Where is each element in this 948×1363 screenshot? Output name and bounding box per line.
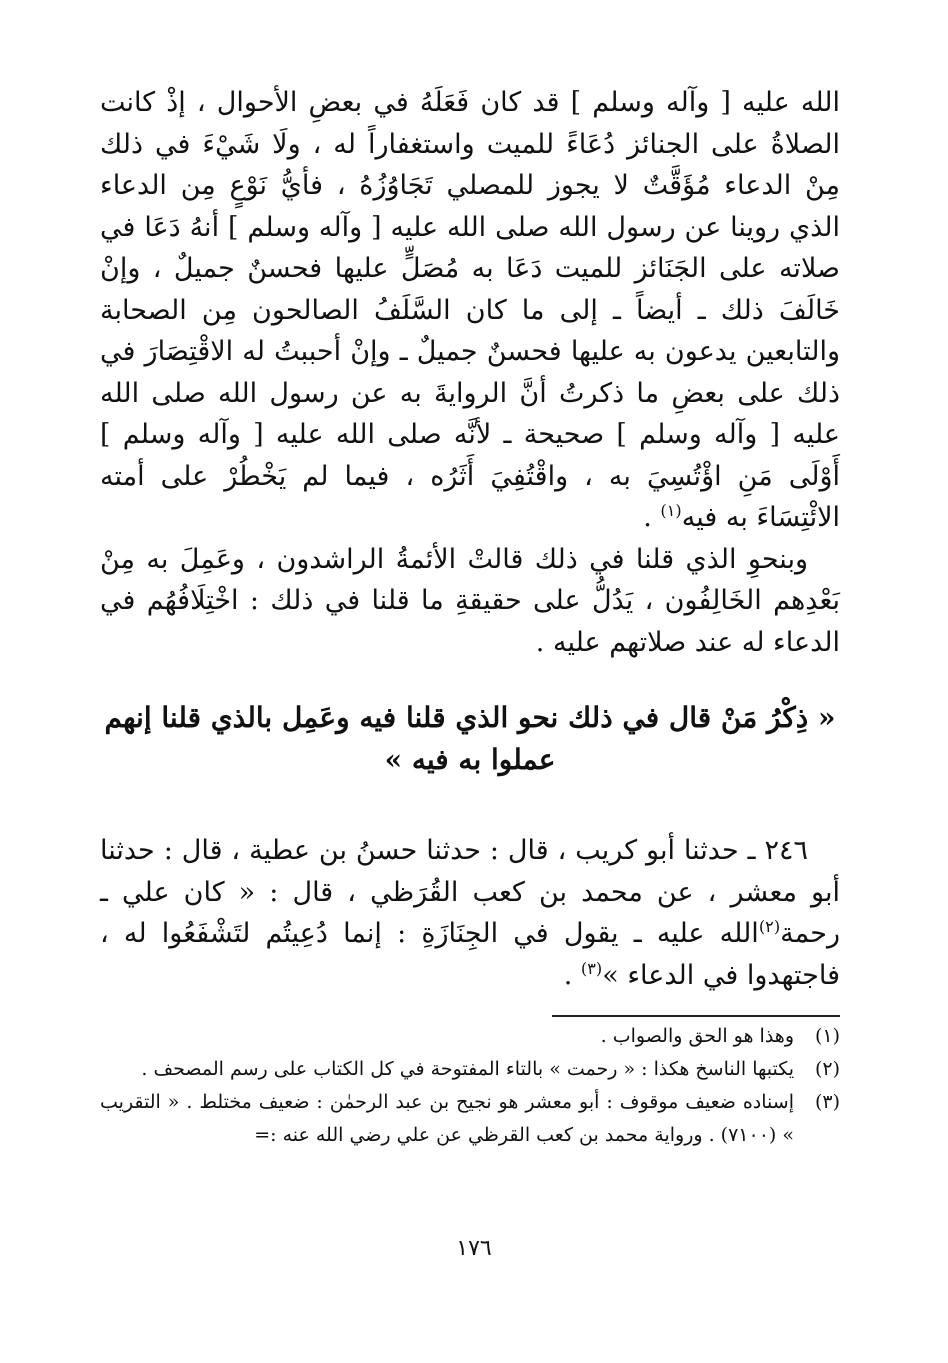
paragraph-continuation: الله عليه [ وآله وسلم ] قد كان فَعَلَهُ في بعضِ الأحوال ، إذْ كانت الصلاةُ على الجنائز دُعَاءً للميت واستغفاراً له ، ولَا شَيْءَ في ذلك مِنْ الدعاء مُؤَقَّتٌ لا يجوز للمصلي تَجَاوُزُهُ ، فأيُّ نَوْعٍ مِن الدعاء الذي روينا عن رسول الله صلى الله عليه [ وآله وسلم ] أنهُ دَعَا في صلاته على الجَنَائز للميت دَعَا به مُصَلٍّ عليها فحسنٌ جميلٌ ، وإنْ خَالَفَ ذلك ـ أيضاً ـ إلى ما كان السَّلَفُ الصالحون مِن الصحابة والتابعين يدعون به عليها فحسنٌ جميلٌ ـ وإنْ أحببتُ له الاقْتِصَارَ في ذلك على بعضِ ما ذكرتُ أنَّ الروايةَ به عن رسول الله صلى الله عليه [ وآله وسلم ] صحيحة ـ لأنَّه صلى الله عليه [ وآله وسلم ] أَوْلَى مَنِ اؤْتُسِيَ به ، واقْتُفِيَ أَثَرُه ، فيما لم يَخْطُرْ على أمته الائْتِسَاءَ به فيه$^{(١)}$ . <box>100 87 840 533</box>
footnote-ref-3: (٣) <box>580 958 603 978</box>
page-number: ١٧٦ <box>456 1236 492 1261</box>
footnote-2 <box>100 1053 840 1086</box>
footnote-1 <box>100 1020 840 1053</box>
footnote-number: (١) <box>814 1025 840 1047</box>
footnote-text: يكتبها الناسخ هكذا : « رحمت » بالتاء المفتوحة في كل الكتاب على رسم المصحف . <box>141 1058 794 1080</box>
paragraph-imams: وبنحوِ الذي قلنا في ذلك قالتْ الأئمةُ الراشدون ، وعَمِلَ به مِنْ بَعْدِهم الخَالِفُون ، يَدُلُّ على حقيقةِ ما قلنا في ذلك : اخْتِلَافُهُم في الدعاء له عند صلاتهم عليه . <box>100 543 840 658</box>
footnote-text: وهذا هو الحق والصواب . <box>600 1025 794 1047</box>
footnote-ref-1: (١) <box>660 501 682 520</box>
main-text <box>100 82 840 663</box>
footnotes <box>100 1020 840 1152</box>
footnote-3 <box>100 1086 840 1152</box>
hadith-block <box>100 830 840 996</box>
footnote-ref-2: (٢) <box>758 917 781 936</box>
footnote-divider <box>552 1015 840 1017</box>
section-heading: « ذِكْرُ مَنْ قال في ذلك نحو الذي قلنا فيه وعَمِل بالذي قلنا إنهم عملوا به فيه » <box>104 701 836 776</box>
footnote-number: (٣) <box>814 1091 840 1113</box>
footnote-number: (٢) <box>814 1058 840 1080</box>
hadith-246: ٢٤٦ ـ حدثنا أبو كريب ، قال : حدثنا حسنُ بن عطية ، قال : حدثنا أبو معشر ، عن محمد بن كعب القُرَظي ، قال : « كان علي ـ رحمة$^{(٢)}$الله عليه ـ يقول في الجِنَازَةِ : إنما دُعِيتُم لتَشْفَعُوا له ، فاجتهدوا في الدعاء »$^{(٣)}$ . <box>100 835 840 991</box>
footnote-text: إسناده ضعيف موقوف : أبو معشر هو نجيح بن عبد الرحمٰن : ضعيف مختلط . « التقريب » (٧١٠٠) . ورواية محمد بن كعب القرظي عن علي رضي الله عنه := <box>100 1091 794 1146</box>
